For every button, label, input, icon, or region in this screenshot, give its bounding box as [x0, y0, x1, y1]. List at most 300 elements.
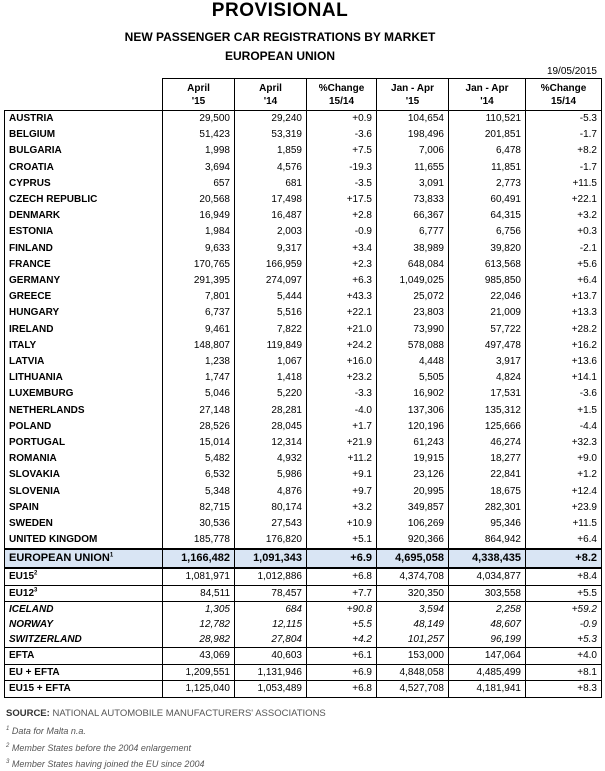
table-cell: 5,220 [235, 386, 307, 402]
table-cell: 5,986 [235, 467, 307, 483]
table-cell: +6.3 [307, 273, 377, 289]
table-cell: 61,243 [377, 435, 449, 451]
table-cell: +11.5 [526, 516, 602, 532]
table-cell: 4,876 [235, 484, 307, 500]
table-row [5, 111, 602, 128]
table-cell: 274,097 [235, 273, 307, 289]
table-cell: +16.0 [307, 354, 377, 370]
table-cell: +8.3 [526, 681, 602, 698]
table-row [5, 435, 602, 451]
table-cell: +2.8 [307, 208, 377, 224]
table-cell: 166,959 [235, 257, 307, 273]
table-cell: +4.2 [307, 632, 377, 648]
table-cell: 125,666 [449, 419, 526, 435]
table-row [5, 354, 602, 370]
table-cell: 4,448 [377, 354, 449, 370]
table-cell: 147,064 [449, 648, 526, 665]
table-cell: 4,824 [449, 370, 526, 386]
table-cell: +1.7 [307, 419, 377, 435]
table-cell: 4,576 [235, 160, 307, 176]
table-cell: 4,848,058 [377, 664, 449, 681]
table-cell: 1,859 [235, 143, 307, 159]
table-cell: 20,568 [163, 192, 235, 208]
table-row [5, 127, 602, 143]
table-cell: +6.8 [307, 568, 377, 585]
table-cell: 349,857 [377, 500, 449, 516]
row-label: SLOVAKIA [5, 467, 163, 483]
table-cell: 3,091 [377, 176, 449, 192]
table-cell: 51,423 [163, 127, 235, 143]
table-cell: 303,558 [449, 585, 526, 602]
table-cell: 110,521 [449, 111, 526, 128]
table-cell: 46,274 [449, 435, 526, 451]
table-cell: 3,917 [449, 354, 526, 370]
header-row [5, 79, 602, 111]
table-row [5, 176, 602, 192]
table-cell: 48,607 [449, 617, 526, 632]
table-cell: 17,498 [235, 192, 307, 208]
table-cell: 30,536 [163, 516, 235, 532]
row-label: GERMANY [5, 273, 163, 289]
page-title: PROVISIONAL [211, 0, 349, 21]
table-cell: +6.8 [307, 681, 377, 698]
table-cell: 9,317 [235, 241, 307, 257]
table-cell: +16.2 [526, 338, 602, 354]
table-cell: +6.4 [526, 532, 602, 549]
row-label: LITHUANIA [5, 370, 163, 386]
table-cell: 153,000 [377, 648, 449, 665]
row-label: SLOVENIA [5, 484, 163, 500]
table-cell: +23.9 [526, 500, 602, 516]
table-cell: 497,478 [449, 338, 526, 354]
col-header: Jan - Apr '14 [449, 79, 526, 111]
eu12-row [5, 585, 602, 602]
table-cell: 7,801 [163, 289, 235, 305]
table-cell: +6.9 [307, 664, 377, 681]
table-cell: +17.5 [307, 192, 377, 208]
table-cell: -0.9 [307, 224, 377, 240]
table-cell: 106,269 [377, 516, 449, 532]
table-cell: +13.6 [526, 354, 602, 370]
table-cell: 648,084 [377, 257, 449, 273]
table-cell: 28,281 [235, 403, 307, 419]
row-label: ESTONIA [5, 224, 163, 240]
table-cell: 18,277 [449, 451, 526, 467]
table-cell: 2,258 [449, 602, 526, 618]
row-label: ITALY [5, 338, 163, 354]
table-cell: 5,482 [163, 451, 235, 467]
row-label: CYPRUS [5, 176, 163, 192]
table-cell: +9.7 [307, 484, 377, 500]
table-cell: 27,804 [235, 632, 307, 648]
table-row [5, 338, 602, 354]
row-label: NORWAY [5, 617, 163, 632]
table-cell: 16,902 [377, 386, 449, 402]
table-row [5, 419, 602, 435]
table-row [5, 370, 602, 386]
table-cell: 1,418 [235, 370, 307, 386]
table-cell: 1,081,971 [163, 568, 235, 585]
table-cell: +6.1 [307, 648, 377, 665]
table-cell: 1,166,482 [163, 549, 235, 568]
table-cell: -3.3 [307, 386, 377, 402]
row-label: $EU15^2$ [5, 568, 163, 585]
table-cell: +5.1 [307, 532, 377, 549]
table-cell: +28.2 [526, 322, 602, 338]
table-row [5, 484, 602, 500]
table-cell: 2,773 [449, 176, 526, 192]
table-cell: 6,478 [449, 143, 526, 159]
table-cell: 7,822 [235, 322, 307, 338]
table-cell: 38,989 [377, 241, 449, 257]
table-cell: 6,532 [163, 467, 235, 483]
table-cell: 684 [235, 602, 307, 618]
table-cell: 198,496 [377, 127, 449, 143]
table-cell: 120,196 [377, 419, 449, 435]
table-cell: +12.4 [526, 484, 602, 500]
row-label: EU15 + EFTA [5, 681, 163, 698]
efta-country-row [5, 602, 602, 618]
col-header: April '15 [163, 79, 235, 111]
row-label: LATVIA [5, 354, 163, 370]
row-label: SWITZERLAND [5, 632, 163, 648]
table-cell: 96,199 [449, 632, 526, 648]
table-cell: 78,457 [235, 585, 307, 602]
table-cell: 119,849 [235, 338, 307, 354]
table-cell: 16,949 [163, 208, 235, 224]
table-cell: 57,722 [449, 322, 526, 338]
table-cell: 4,485,499 [449, 664, 526, 681]
table-cell: 4,695,058 [377, 549, 449, 568]
table-cell: -0.9 [526, 617, 602, 632]
table-cell: +59.2 [526, 602, 602, 618]
table-cell: 60,491 [449, 192, 526, 208]
table-cell: 22,046 [449, 289, 526, 305]
table-cell: 4,527,708 [377, 681, 449, 698]
table-cell: +9.0 [526, 451, 602, 467]
table-row [5, 532, 602, 549]
table-cell: +13.3 [526, 305, 602, 321]
table-cell: +1.2 [526, 467, 602, 483]
source-note: SOURCE: NATIONAL AUTOMOBILE MANUFACTURERS' ASSOCIATIONS [6, 708, 326, 719]
table-row [5, 500, 602, 516]
row-label: UNITED KINGDOM [5, 532, 163, 549]
table-cell: -3.5 [307, 176, 377, 192]
table-cell: +21.9 [307, 435, 377, 451]
table-cell: -19.3 [307, 160, 377, 176]
table-cell: 23,803 [377, 305, 449, 321]
table-cell: 73,990 [377, 322, 449, 338]
table-row [5, 192, 602, 208]
row-label: ROMANIA [5, 451, 163, 467]
table-cell: 1,305 [163, 602, 235, 618]
table-cell: 53,319 [235, 127, 307, 143]
table-cell: 25,072 [377, 289, 449, 305]
table-cell: 28,045 [235, 419, 307, 435]
table-cell: 681 [235, 176, 307, 192]
table-cell: 185,778 [163, 532, 235, 549]
efta-total-row [5, 648, 602, 665]
table-cell: 80,174 [235, 500, 307, 516]
eu15-row [5, 568, 602, 585]
table-row [5, 386, 602, 402]
table-cell: +6.9 [307, 549, 377, 568]
table-cell: -5.3 [526, 111, 602, 128]
row-label: GREECE [5, 289, 163, 305]
table-cell: +8.2 [526, 549, 602, 568]
table-cell: 1,012,886 [235, 568, 307, 585]
table-cell: 5,348 [163, 484, 235, 500]
table-cell: 18,675 [449, 484, 526, 500]
table-cell: 1,998 [163, 143, 235, 159]
table-cell: 170,765 [163, 257, 235, 273]
table-cell: 64,315 [449, 208, 526, 224]
table-cell: +1.5 [526, 403, 602, 419]
eu-efta-row [5, 664, 602, 681]
table-cell: 6,756 [449, 224, 526, 240]
row-label: HUNGARY [5, 305, 163, 321]
table-row [5, 160, 602, 176]
table-row [5, 516, 602, 532]
table-cell: 23,126 [377, 467, 449, 483]
table-cell: 2,003 [235, 224, 307, 240]
table-row [5, 322, 602, 338]
table-cell: +11.2 [307, 451, 377, 467]
table-cell: 28,526 [163, 419, 235, 435]
table-cell: 291,395 [163, 273, 235, 289]
row-label: DENMARK [5, 208, 163, 224]
table-row [5, 208, 602, 224]
table-cell: 20,995 [377, 484, 449, 500]
row-label: NETHERLANDS [5, 403, 163, 419]
table-cell: -2.1 [526, 241, 602, 257]
table-cell: -1.7 [526, 160, 602, 176]
table-cell: 5,505 [377, 370, 449, 386]
table-cell: 985,850 [449, 273, 526, 289]
table-cell: 3,594 [377, 602, 449, 618]
table-cell: 29,240 [235, 111, 307, 128]
table-cell: +5.5 [307, 617, 377, 632]
table-cell: 4,338,435 [449, 549, 526, 568]
footnote: $^3$ Member States having joined the EU since 2004 [6, 759, 205, 769]
table-cell: 6,737 [163, 305, 235, 321]
row-label: FINLAND [5, 241, 163, 257]
table-cell: 1,984 [163, 224, 235, 240]
table-cell: 66,367 [377, 208, 449, 224]
table-cell: 15,014 [163, 435, 235, 451]
table-cell: 40,603 [235, 648, 307, 665]
row-label: CROATIA [5, 160, 163, 176]
row-label: EFTA [5, 648, 163, 665]
row-label: PORTUGAL [5, 435, 163, 451]
table-row [5, 241, 602, 257]
table-cell: +14.1 [526, 370, 602, 386]
table-cell: 5,516 [235, 305, 307, 321]
table-cell: +4.0 [526, 648, 602, 665]
table-cell: 12,115 [235, 617, 307, 632]
table-cell: 176,820 [235, 532, 307, 549]
table-cell: +22.1 [307, 305, 377, 321]
header-blank [5, 79, 163, 111]
table-cell: 43,069 [163, 648, 235, 665]
table-cell: 3,694 [163, 160, 235, 176]
table-cell: +9.1 [307, 467, 377, 483]
table-cell: 73,833 [377, 192, 449, 208]
table-cell: 4,932 [235, 451, 307, 467]
table-row [5, 305, 602, 321]
table-cell: +8.2 [526, 143, 602, 159]
table-cell: 1,049,025 [377, 273, 449, 289]
table-cell: 28,982 [163, 632, 235, 648]
table-cell: 11,655 [377, 160, 449, 176]
table-cell: 4,374,708 [377, 568, 449, 585]
table-cell: 137,306 [377, 403, 449, 419]
table-row [5, 143, 602, 159]
table-cell: 9,633 [163, 241, 235, 257]
col-header: April '14 [235, 79, 307, 111]
eu15-efta-row [5, 681, 602, 698]
table-cell: +22.1 [526, 192, 602, 208]
table-cell: +43.3 [307, 289, 377, 305]
table-cell: +5.6 [526, 257, 602, 273]
registrations-table [4, 78, 602, 698]
table-cell: 82,715 [163, 500, 235, 516]
table-row [5, 289, 602, 305]
table-cell: 4,034,877 [449, 568, 526, 585]
table-row [5, 257, 602, 273]
table-cell: -3.6 [307, 127, 377, 143]
table-cell: +23.2 [307, 370, 377, 386]
table-cell: 578,088 [377, 338, 449, 354]
table-cell: 201,851 [449, 127, 526, 143]
row-label: $EU12^3$ [5, 585, 163, 602]
table-cell: 657 [163, 176, 235, 192]
table-cell: +3.4 [307, 241, 377, 257]
table-cell: 920,366 [377, 532, 449, 549]
table-cell: 613,568 [449, 257, 526, 273]
table-cell: 11,851 [449, 160, 526, 176]
table-cell: 84,511 [163, 585, 235, 602]
row-label: BELGIUM [5, 127, 163, 143]
row-label: SWEDEN [5, 516, 163, 532]
row-label: IRELAND [5, 322, 163, 338]
table-cell: 16,487 [235, 208, 307, 224]
table-cell: +8.4 [526, 568, 602, 585]
table-cell: 21,009 [449, 305, 526, 321]
table-cell: +0.3 [526, 224, 602, 240]
table-cell: 101,257 [377, 632, 449, 648]
table-cell: +11.5 [526, 176, 602, 192]
efta-country-row [5, 617, 602, 632]
table-cell: 29,500 [163, 111, 235, 128]
table-cell: +90.8 [307, 602, 377, 618]
table-cell: 95,346 [449, 516, 526, 532]
report-date: 19/05/2015 [546, 66, 597, 77]
row-label: LUXEMBURG [5, 386, 163, 402]
eu-total-row [5, 549, 602, 568]
table-cell: 19,915 [377, 451, 449, 467]
table-subtitle: NEW PASSENGER CAR REGISTRATIONS BY MARKET [124, 30, 436, 44]
table-cell: 1,131,946 [235, 664, 307, 681]
row-label: ICELAND [5, 602, 163, 618]
table-cell: +32.3 [526, 435, 602, 451]
table-cell: +3.2 [307, 500, 377, 516]
table-cell: 864,942 [449, 532, 526, 549]
table-cell: 1,053,489 [235, 681, 307, 698]
table-cell: 6,777 [377, 224, 449, 240]
table-cell: 5,046 [163, 386, 235, 402]
footnote: $^2$ Member States before the 2004 enlargement [6, 743, 191, 753]
table-cell: 39,820 [449, 241, 526, 257]
row-label: EUROPEAN UNION$^1$ [5, 549, 163, 568]
table-cell: 12,782 [163, 617, 235, 632]
table-cell: -4.4 [526, 419, 602, 435]
table-cell: 148,807 [163, 338, 235, 354]
table-cell: -3.6 [526, 386, 602, 402]
table-cell: 1,091,343 [235, 549, 307, 568]
table-cell: 12,314 [235, 435, 307, 451]
row-label: SPAIN [5, 500, 163, 516]
table-cell: +0.9 [307, 111, 377, 128]
region-subtitle: EUROPEAN UNION [224, 49, 335, 63]
row-label: AUSTRIA [5, 111, 163, 128]
table-cell: 1,125,040 [163, 681, 235, 698]
table-cell: 5,444 [235, 289, 307, 305]
table-cell: +3.2 [526, 208, 602, 224]
row-label: CZECH REPUBLIC [5, 192, 163, 208]
table-cell: +8.1 [526, 664, 602, 681]
table-cell: 1,238 [163, 354, 235, 370]
table-cell: 320,350 [377, 585, 449, 602]
table-cell: 282,301 [449, 500, 526, 516]
row-label: POLAND [5, 419, 163, 435]
table-cell: +24.2 [307, 338, 377, 354]
table-cell: 1,209,551 [163, 664, 235, 681]
table-row [5, 467, 602, 483]
table-cell: -4.0 [307, 403, 377, 419]
table-cell: 27,543 [235, 516, 307, 532]
col-header: Jan - Apr '15 [377, 79, 449, 111]
row-label: EU + EFTA [5, 664, 163, 681]
table-cell: 1,067 [235, 354, 307, 370]
table-cell: 7,006 [377, 143, 449, 159]
table-cell: 9,461 [163, 322, 235, 338]
table-cell: +13.7 [526, 289, 602, 305]
table-cell: +10.9 [307, 516, 377, 532]
table-cell: 1,747 [163, 370, 235, 386]
table-cell: -1.7 [526, 127, 602, 143]
col-header: %Change 15/14 [526, 79, 602, 111]
table-row [5, 403, 602, 419]
efta-country-row [5, 632, 602, 648]
row-label: BULGARIA [5, 143, 163, 159]
row-label: FRANCE [5, 257, 163, 273]
table-row [5, 273, 602, 289]
table-cell: 27,148 [163, 403, 235, 419]
table-cell: +7.5 [307, 143, 377, 159]
col-header: %Change 15/14 [307, 79, 377, 111]
table-cell: 22,841 [449, 467, 526, 483]
table-cell: +5.5 [526, 585, 602, 602]
table-cell: +5.3 [526, 632, 602, 648]
footnote: $^1$ Data for Malta n.a. [6, 726, 86, 736]
table-cell: 4,181,941 [449, 681, 526, 698]
table-cell: +2.3 [307, 257, 377, 273]
table-cell: +6.4 [526, 273, 602, 289]
table-cell: +7.7 [307, 585, 377, 602]
table-cell: +21.0 [307, 322, 377, 338]
table-row [5, 224, 602, 240]
